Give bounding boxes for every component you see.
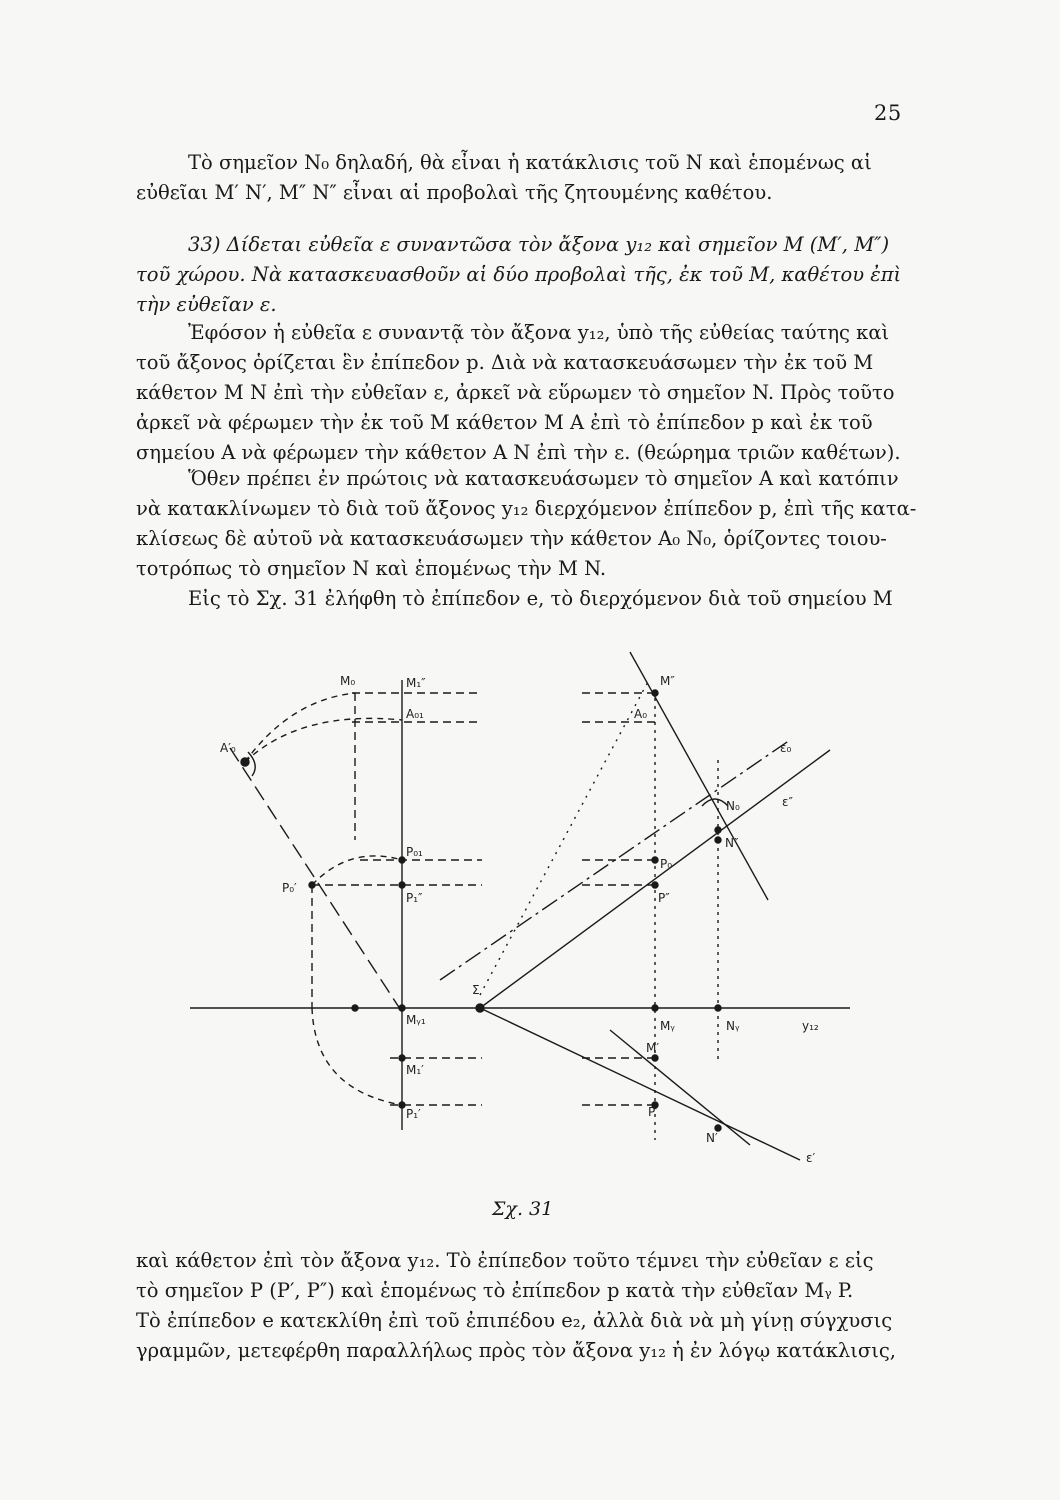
label-Ny: Nᵧ [726,1019,740,1033]
label-P1pp: P₁″ [406,891,423,905]
label-P01: P₀₁ [406,845,423,859]
label-A0: A′₀ [220,741,236,755]
label-Mpp: M″ [660,674,675,688]
text-line: 33) Δίδεται εὐθεῖα ε συναντῶσα τὸν ἄξονα y₁₂ καὶ σημεῖον M (M′, M″) [188,233,890,256]
text-line: καὶ κάθετον ἐπὶ τὸν ἄξονα y₁₂. Τὸ ἐπίπεδον τοῦτο τέμνει τὴν εὐθεῖαν ε εἰς [136,1249,874,1272]
text-line: κλίσεως δὲ αὐτοῦ νὰ κατασκευάσωμεν τὴν κάθετον A₀ N₀, ὁρίζοντες τοιου- [136,527,887,550]
text-line: τὴν εὐθεῖαν ε. [136,293,277,316]
page-number: 25 [874,101,902,125]
label-A0b: A₀ [634,707,648,721]
label-M1pp: M₁″ [406,676,426,690]
label-P0: P₀ [660,857,673,871]
label-Ppp: P″ [658,891,670,905]
label-Sigma: Σ [472,983,480,997]
label-Mp: M′ [646,1041,660,1055]
label-My1: Mᵧ₁ [406,1013,426,1027]
text-line: τὸ σημεῖον P (P′, P″) καὶ ἑπομένως τὸ ἐπίπεδον p κατὰ τὴν εὐθεῖαν Mᵧ P. [136,1279,854,1302]
text-line: γραμμῶν, μετεφέρθη παραλλήλως πρὸς τὸν ἄξονα y₁₂ ἡ ἐν λόγῳ κατάκλισις, [136,1339,896,1362]
paragraph-6 [136,1246,898,1366]
label-Npp: N″ [725,836,739,850]
text-line: εὐθεῖαι M′ N′, M″ N″ εἶναι αἱ προβολαὶ τῆς ζητουμένης καθέτου. [136,181,773,204]
text-line: Ὅθεν πρέπει ἐν πρώτοις νὰ κατασκευάσωμεν τὸ σημεῖον A καὶ κατόπιν [188,467,899,490]
paragraph-2-problem-statement [136,230,902,320]
label-P1p: P₁′ [406,1107,421,1121]
text-line: νὰ κατακλίνωμεν τὸ διὰ τοῦ ἄξονος y₁₂ διερχόμενον ἐπίπεδον p, ἐπὶ τῆς κατα- [136,497,917,520]
paragraph-1 [136,148,898,208]
text-line: ἀρκεῖ νὰ φέρωμεν τὴν ἐκ τοῦ M κάθετον M A ἐπὶ τὸ ἐπίπεδον p καὶ ἐκ τοῦ [136,411,873,434]
figure-31-diagram [190,640,870,1200]
mn-double-prime-line [630,652,768,900]
text-line: σημείου A νὰ φέρωμεν τὴν κάθετον A N ἐπὶ τὴν ε. (θεώρημα τριῶν καθέτων). [136,441,901,464]
figure-caption: Σχ. 31 [492,1198,554,1220]
label-y12: y₁₂ [802,1019,819,1033]
label-P0p: P₀′ [282,881,297,895]
label-M0: M₀ [340,674,356,688]
epsilon-prime-line [480,1008,800,1160]
text-line: Τὸ ἐπίπεδον e κατεκλίθη ἐπὶ τοῦ ἐπιπέδου e₂, ἀλλὰ διὰ νὰ μὴ γίνῃ σύγχυσις [136,1309,893,1332]
text-line: τοῦ χώρου. Νὰ κατασκευασθοῦν αἱ δύο προβολαὶ τῆς, ἐκ τοῦ M, καθέτου ἐπὶ [136,263,902,286]
paragraph-5 [136,584,898,614]
text-line: Εἰς τὸ Σχ. 31 ἐλήφθη τὸ ἐπίπεδον e, τὸ διερχόμενον διὰ τοῦ σημείου M [188,587,893,610]
label-Np: N′ [706,1131,718,1145]
label-ep: ε′ [806,1151,816,1165]
label-e0: ε₀ [780,741,792,755]
text-line: Ἐφόσον ἡ εὐθεῖα ε συναντᾷ τὸν ἄξονα y₁₂, ὑπὸ τῆς εὐθείας ταύτης καὶ [188,321,890,344]
text-line: τοτρόπως τὸ σημεῖον N καὶ ἑπομένως τὴν M N. [136,557,607,580]
label-Pp: P′ [648,1105,658,1119]
label-M1p: M₁′ [406,1063,424,1077]
paragraph-3 [136,318,901,468]
text-line: τοῦ ἄξονος ὁρίζεται ἓν ἐπίπεδον p. Διὰ νὰ κατασκευάσωμεν τὴν ἐκ τοῦ M [136,351,874,374]
label-My: Mᵧ [660,1019,675,1033]
label-N0: N₀ [726,799,740,813]
label-A01: A₀₁ [406,707,424,721]
text-line: κάθετον M N ἐπὶ τὴν εὐθεῖαν ε, ἀρκεῖ νὰ εὕρωμεν τὸ σημεῖον N. Πρὸς τοῦτο [136,381,895,404]
text-line: Τὸ σημεῖον N₀ δηλαδή, θὰ εἶναι ἡ κατάκλισις τοῦ N καὶ ἑπομένως αἱ [188,151,872,174]
label-epp: ε″ [782,795,793,809]
paragraph-4 [136,464,917,584]
